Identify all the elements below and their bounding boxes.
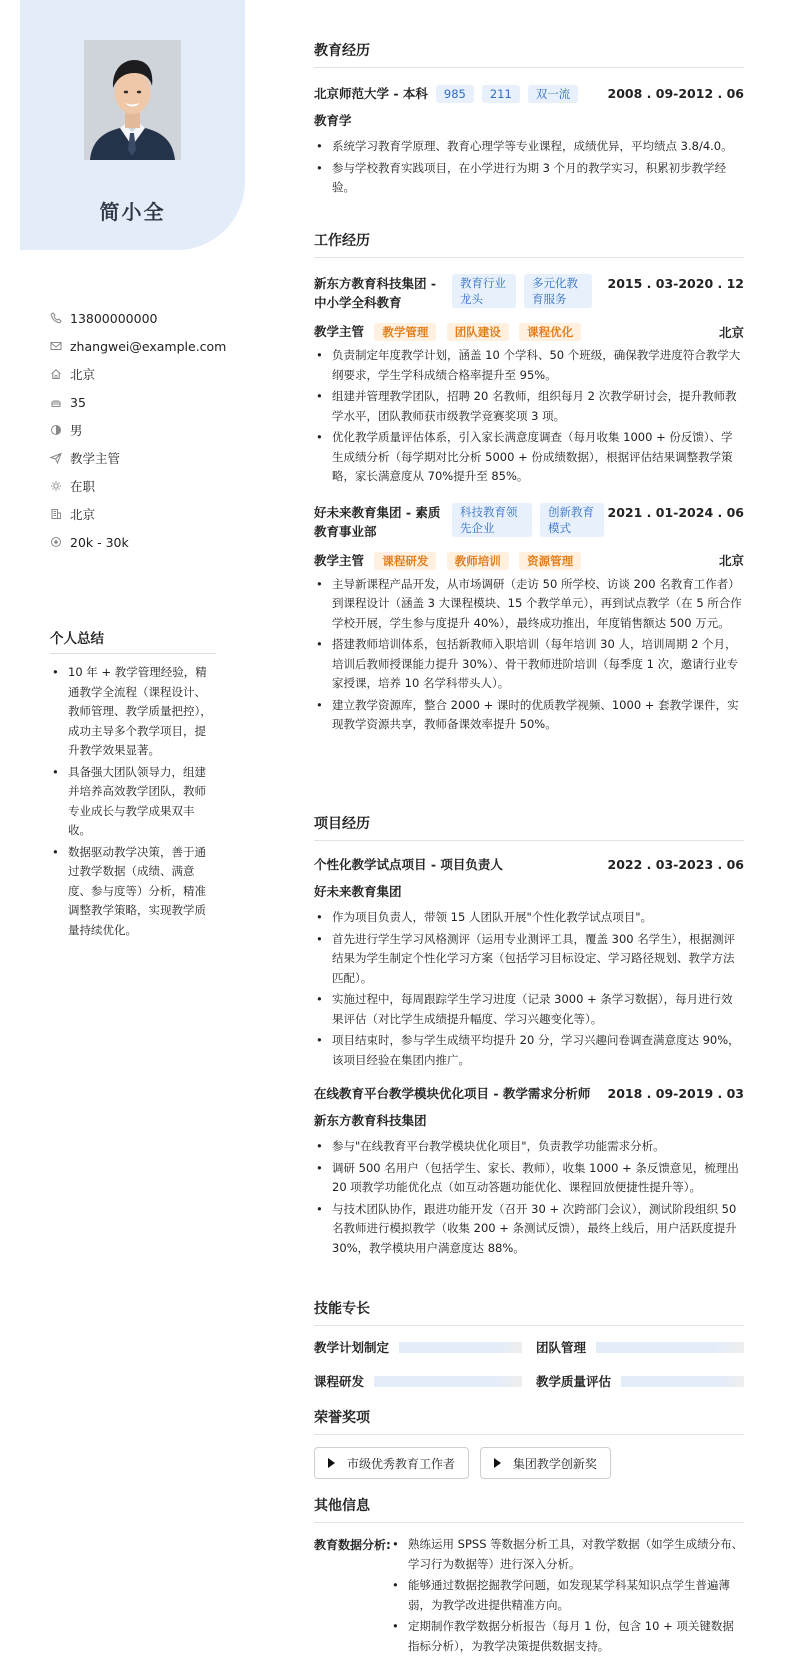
summary-section [50, 627, 216, 942]
education-head [314, 84, 744, 103]
bullet-item: • 作为项目负责人，带领 15 人团队开展"个性化教学试点项目"。 [314, 908, 744, 928]
bullet-item: • 搭建教师培训体系，包括新教师入职培训（每年培训 30 人，培训周期 2 个月，培训后教师授课能力提升 30%）、骨干教师进阶培训（每季度 1 次，邀请行业专家授课，培养 10 名学科带头人）。 [314, 635, 744, 694]
company-tag: 教育行业龙头 [452, 274, 516, 308]
gender-icon [50, 424, 62, 436]
award-name: 市级优秀教育工作者 [347, 1456, 456, 1471]
contact-text: 北京 [70, 367, 96, 382]
company-tag: 创新教育模式 [540, 503, 604, 537]
job-item [314, 274, 744, 487]
sidebar [0, 0, 250, 1666]
contact-phone [50, 304, 240, 332]
project-date: 2018 . 09-2019 . 03 [607, 1086, 744, 1101]
contact-status [50, 472, 240, 500]
bullet-item: • 调研 500 名用户（包括学生、家长、教师），收集 1000 + 条反馈意见，梳理出 20 项教学功能优化点（如互动答题功能优化、课程回放便捷性提升等）。 [314, 1159, 744, 1198]
contact-salary [50, 528, 240, 556]
contact-text: 13800000000 [70, 310, 158, 326]
profile-card [20, 0, 245, 250]
skill-name: 教学质量评估 [536, 1374, 612, 1389]
company-name: 新东方教育科技集团 - 中小学全科教育 [314, 276, 437, 310]
project-bullets [314, 908, 744, 1070]
skill-item [536, 1372, 744, 1390]
bullet-item: • 组建并管理教学团队，招聘 20 名教师，组织每月 2 次教学研讨会，提升教师教学水平，团队教师获市级教学竞赛奖项 3 项。 [314, 387, 744, 426]
section-title: 其他信息 [314, 1495, 744, 1523]
awards-list [314, 1447, 744, 1479]
profile-name: 简小全 [99, 200, 166, 224]
bullet-item: • 负责制定年度教学计划，涵盖 10 个学科、50 个班级，确保教学进度符合教学大纲要求，学生学科成绩合格率提升至 95%。 [314, 346, 744, 385]
bullet-item: • 参与学校教育实践项目，在小学进行为期 3 个月的教学实习，积累初步教学经验。 [314, 159, 744, 198]
awards-section [314, 1407, 744, 1479]
skill-name: 教学计划制定 [314, 1340, 390, 1355]
project-bullets [314, 1137, 744, 1258]
company-tag: 科技教育领先企业 [452, 503, 532, 537]
role-group [314, 322, 581, 341]
project-item [314, 855, 744, 1070]
skills-grid [314, 1338, 744, 1390]
summary-item: • 数据驱动教学决策，善于通过教学数据（成绩、满意度、参与度等）分析，精准调整教学策略，实现教学质量持续优化。 [50, 843, 216, 941]
contact-city [50, 500, 240, 528]
education-section [314, 40, 744, 200]
phone-icon [50, 312, 62, 324]
contact-list [50, 304, 240, 556]
skill-name: 课程研发 [314, 1374, 365, 1389]
section-title: 教育经历 [314, 40, 744, 68]
bullet-item: • 主导新课程产品开发，从市场调研（走访 50 所学校、访谈 200 名教育工作者）到课程设计（涵盖 3 大课程模块、15 个教学单元），再到试点教学（在 5 所合作学校开展，学生参与度提升 40%），最终成功推出，年度销售额达 500 万元。 [314, 575, 744, 634]
other-label: 教育数据分析: [314, 1538, 391, 1552]
avatar [84, 40, 181, 160]
role-group [314, 551, 581, 570]
education-bullets [314, 137, 744, 198]
job-city: 北京 [718, 324, 744, 340]
award-badge [480, 1447, 611, 1479]
contact-text: 在职 [70, 479, 96, 494]
skill-item [314, 1372, 522, 1390]
skill-level-bar [621, 1376, 744, 1387]
work-section [314, 230, 744, 737]
major: 教育学 [314, 113, 352, 128]
contact-text: 男 [70, 423, 83, 438]
job-role-row [314, 551, 744, 570]
bullet-item: • 系统学习教育学原理、教育心理学等专业课程，成绩优异，平均绩点 3.8/4.0。 [314, 137, 744, 157]
education-major-row [314, 111, 744, 129]
skills-section [314, 1298, 744, 1390]
education-date: 2008 . 09-2012 . 06 [607, 86, 744, 101]
play-icon [494, 1458, 501, 1468]
skill-tag: 资源管理 [519, 552, 581, 570]
job-date: 2015 . 03-2020 . 12 [607, 276, 744, 291]
project-org-row [314, 1111, 744, 1129]
award-name: 集团教学创新奖 [512, 1456, 597, 1471]
bullet-item: • 定期制作教学数据分析报告（每月 1 份，包含 10 + 项关键数据指标分析），为教学决策提供数据支持。 [390, 1617, 744, 1656]
job-bullets [314, 575, 744, 735]
job-item [314, 503, 744, 735]
job-role-row [314, 322, 744, 341]
contact-position [50, 444, 240, 472]
skill-tag: 教师培训 [447, 552, 509, 570]
job-head [314, 274, 744, 312]
school-tag: 双一流 [528, 85, 579, 103]
skill-tag: 教学管理 [374, 323, 436, 341]
summary-item: • 具备强大团队领导力，组建并培养高效教学团队，教师专业成长与教学成果双丰收。 [50, 763, 216, 841]
contact-text: 20k - 30k [70, 534, 129, 550]
bullet-item: • 项目结束时，参与学生成绩平均提升 20 分，学习兴趣问卷调查满意度达 90%，该项目经验在集团内推广。 [314, 1031, 744, 1070]
job-city: 北京 [718, 553, 744, 568]
mail-icon [50, 340, 62, 352]
bullet-item: • 首先进行学生学习风格测评（运用专业测评工具，覆盖 300 名学生），根据测评结果为学生制定个性化学习方案（包括学习目标设定、学习路径规划、教学方法匹配）。 [314, 930, 744, 989]
bullet-item: • 熟练运用 SPSS 等数据分析工具，对教学数据（如学生成绩分布、学习行为数据等）进行深入分析。 [390, 1535, 744, 1574]
play-icon [328, 1458, 335, 1468]
other-section [314, 1495, 744, 1658]
status-icon [50, 480, 62, 492]
education-title-row [314, 84, 578, 103]
section-title: 工作经历 [314, 230, 744, 258]
section-title: 荣誉奖项 [314, 1407, 744, 1435]
projects-section [314, 813, 744, 1260]
job-head [314, 503, 744, 541]
project-date: 2022 . 03-2023 . 06 [607, 857, 744, 872]
contact-text: 教学主管 [70, 451, 121, 466]
project-org-row [314, 882, 744, 900]
job-role: 教学主管 [314, 552, 365, 568]
project-head [314, 1084, 744, 1103]
building-icon [50, 508, 62, 520]
bullet-item: • 优化教学质量评估体系，引入家长满意度调查（每月收集 1000 + 份反馈）、学生成绩分析（每学期对比分析 5000 + 份成绩数据），根据评估结果调整教学策略，家长满意度从 70%提升至 85%。 [314, 428, 744, 487]
contact-gender [50, 416, 240, 444]
skill-tag: 课程研发 [374, 552, 436, 570]
school-name: 北京师范大学 - 本科 [314, 86, 428, 101]
contact-text: zhangwei@example.com [70, 338, 227, 354]
contact-location [50, 360, 240, 388]
job-date: 2021 . 01-2024 . 06 [607, 504, 744, 520]
project-name: 个性化教学试点项目 - 项目负责人 [314, 857, 503, 872]
other-row [314, 1535, 744, 1658]
award-badge [314, 1447, 469, 1479]
skill-item [536, 1338, 744, 1356]
school-tag: 985 [436, 85, 474, 103]
cake-icon [50, 396, 62, 408]
school-tag: 211 [482, 85, 520, 103]
contact-email [50, 332, 240, 360]
bullet-item: • 参与"在线教育平台教学模块优化项目"，负责教学功能需求分析。 [314, 1137, 744, 1157]
bullet-item: • 与技术团队协作，跟进功能开发（召开 30 + 次跨部门会议），测试阶段组织 50 名教师进行模拟教学（收集 200 + 条测试反馈），最终上线后，用户活跃度提升 30%，教学模块用户满意度达 88%。 [314, 1200, 744, 1259]
project-name: 在线教育平台教学模块优化项目 - 教学需求分析师 [314, 1086, 591, 1101]
other-bullets [390, 1535, 744, 1658]
project-org: 新东方教育科技集团 [314, 1113, 427, 1128]
job-role: 教学主管 [314, 324, 365, 339]
company-tag: 多元化教育服务 [524, 274, 592, 308]
salary-icon [50, 536, 62, 548]
section-title: 技能专长 [314, 1298, 744, 1326]
skill-level-bar [374, 1376, 522, 1387]
summary-title: 个人总结 [50, 627, 216, 654]
skill-level-bar [399, 1342, 522, 1353]
summary-item: • 10 年 + 教学管理经验，精通教学全流程（课程设计、教师管理、教学质量把控），成功主导多个教学项目，提升教学效果显著。 [50, 663, 216, 761]
skill-tag: 团队建设 [447, 323, 509, 341]
skill-item [314, 1338, 522, 1356]
job-bullets [314, 346, 744, 487]
contact-age [50, 388, 240, 416]
home-icon [50, 368, 62, 380]
skill-tag: 课程优化 [519, 323, 581, 341]
bullet-item: • 建立教学资源库，整合 2000 + 课时的优质教学视频、1000 + 套教学课件，实现教学资源共享，教师备课效率提升 50%。 [314, 696, 744, 735]
bullet-item: • 能够通过数据挖掘教学问题，如发现某学科某知识点学生普遍薄弱，为教学改进提供精准方向。 [390, 1576, 744, 1615]
contact-text: 35 [70, 394, 86, 410]
bullet-item: • 实施过程中，每周跟踪学生学习进度（记录 3000 + 条学习数据），每月进行效果评估（对比学生成绩提升幅度、学习兴趣变化等）。 [314, 990, 744, 1029]
project-head [314, 855, 744, 874]
company-name: 好未来教育集团 - 素质教育事业部 [314, 504, 441, 539]
summary-list [50, 663, 216, 940]
project-org: 好未来教育集团 [314, 884, 402, 899]
skill-name: 团队管理 [536, 1340, 587, 1355]
send-icon [50, 452, 62, 464]
skill-level-bar [596, 1342, 744, 1353]
section-title: 项目经历 [314, 813, 744, 841]
project-item [314, 1084, 744, 1258]
contact-text: 北京 [70, 507, 96, 522]
